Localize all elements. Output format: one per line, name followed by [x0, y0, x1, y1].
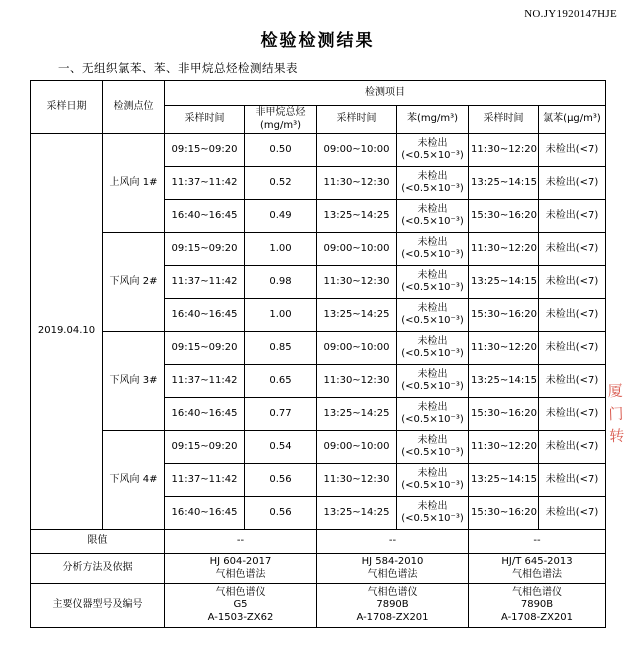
cell-time-1: 16:40~16:45 — [165, 497, 245, 530]
cell-value-1: 0.77 — [245, 398, 317, 431]
cell-value-3: 未检出(<7) — [539, 134, 606, 167]
method-value-2 — [317, 554, 469, 584]
header-sampling-date: 采样日期 — [31, 81, 103, 134]
cell-value-2-line1: 未检出 — [417, 236, 448, 248]
method-value-1-line1: HJ 604-2017 — [209, 556, 272, 567]
limit-row — [31, 530, 606, 554]
header-param-1: 非甲烷总烃(mg/m³) — [245, 106, 317, 134]
cell-value-2 — [397, 134, 469, 167]
cell-value-2-line1: 未检出 — [417, 500, 448, 512]
cell-value-2 — [397, 233, 469, 266]
cell-time-2: 11:30~12:30 — [317, 266, 397, 299]
cell-value-2-line2: (<0.5×10⁻³) — [401, 216, 464, 227]
cell-time-2: 09:00~10:00 — [317, 134, 397, 167]
limit-label: 限值 — [31, 530, 165, 554]
stamp-char-1: 厦 — [607, 381, 624, 401]
cell-value-3: 未检出(<7) — [539, 365, 606, 398]
cell-time-2: 13:25~14:25 — [317, 398, 397, 431]
cell-time-3: 13:25~14:15 — [469, 167, 539, 200]
cell-value-2 — [397, 266, 469, 299]
cell-time-3: 13:25~14:15 — [469, 464, 539, 497]
cell-value-2-line1: 未检出 — [417, 269, 448, 281]
cell-time-3: 15:30~16:20 — [469, 497, 539, 530]
cell-value-2-line2: (<0.5×10⁻³) — [401, 414, 464, 425]
results-table — [30, 80, 606, 628]
cell-value-2 — [397, 398, 469, 431]
table-header-row-1 — [31, 81, 606, 106]
method-value-3 — [469, 554, 606, 584]
cell-value-3: 未检出(<7) — [539, 497, 606, 530]
instrument-value-3-line2: 7890B — [520, 599, 554, 611]
header-time-3: 采样时间 — [469, 106, 539, 134]
cell-value-1: 0.98 — [245, 266, 317, 299]
cell-time-2: 11:30~12:30 — [317, 365, 397, 398]
cell-value-2-line1: 未检出 — [417, 335, 448, 347]
limit-value-2: -- — [317, 530, 469, 554]
cell-time-1: 09:15~09:20 — [165, 431, 245, 464]
cell-value-2-line2: (<0.5×10⁻³) — [401, 447, 464, 458]
method-value-3-line1: HJ/T 645-2013 — [501, 556, 573, 567]
cell-time-2: 13:25~14:25 — [317, 497, 397, 530]
instrument-value-1-line2: G5 — [233, 599, 248, 611]
cell-time-1: 11:37~11:42 — [165, 365, 245, 398]
document-number: NO.JY1920147HJE — [524, 8, 617, 20]
instrument-value-2-line2: 7890B — [376, 599, 409, 611]
instrument-value-1-line1: 气相色谱仪 — [215, 586, 266, 598]
cell-value-1: 0.52 — [245, 167, 317, 200]
cell-value-2-line1: 未检出 — [417, 401, 448, 413]
cell-value-2-line2: (<0.5×10⁻³) — [401, 315, 464, 326]
cell-value-3: 未检出(<7) — [539, 266, 606, 299]
cell-value-2-line1: 未检出 — [417, 368, 448, 380]
cell-value-3: 未检出(<7) — [539, 464, 606, 497]
method-value-2-line2: 气相色谱法 — [367, 568, 418, 580]
cell-time-3: 15:30~16:20 — [469, 398, 539, 431]
cell-value-2-line2: (<0.5×10⁻³) — [401, 249, 464, 260]
cell-value-2 — [397, 332, 469, 365]
header-monitor-point: 检测点位 — [103, 81, 165, 134]
cell-value-3: 未检出(<7) — [539, 200, 606, 233]
cell-time-1: 16:40~16:45 — [165, 200, 245, 233]
cell-value-2-line1: 未检出 — [417, 302, 448, 314]
header-items-group: 检测项目 — [165, 81, 606, 106]
cell-value-1: 0.85 — [245, 332, 317, 365]
cell-value-2-line1: 未检出 — [417, 203, 448, 215]
cell-time-2: 13:25~14:25 — [317, 200, 397, 233]
cell-time-3: 13:25~14:15 — [469, 266, 539, 299]
instrument-value-1-line3: A-1503-ZX62 — [207, 611, 274, 623]
cell-value-3: 未检出(<7) — [539, 299, 606, 332]
cell-monitor-point: 上风向 1# — [103, 134, 165, 233]
cell-value-2-line2: (<0.5×10⁻³) — [401, 282, 464, 293]
instrument-value-3-line1: 气相色谱仪 — [512, 586, 562, 598]
cell-value-2-line2: (<0.5×10⁻³) — [401, 513, 464, 524]
cell-time-3: 11:30~12:20 — [469, 134, 539, 167]
instrument-value-1 — [165, 584, 317, 628]
cell-value-2 — [397, 431, 469, 464]
header-param-3: 氯苯(μg/m³) — [539, 106, 606, 134]
header-time-2: 采样时间 — [317, 106, 397, 134]
cell-value-1: 1.00 — [245, 299, 317, 332]
method-row — [31, 554, 606, 584]
cell-time-1: 16:40~16:45 — [165, 299, 245, 332]
cell-value-1: 0.65 — [245, 365, 317, 398]
instrument-value-2-line1: 气相色谱仪 — [367, 586, 418, 598]
cell-time-3: 11:30~12:20 — [469, 233, 539, 266]
limit-value-3: -- — [469, 530, 606, 554]
cell-value-2-line1: 未检出 — [417, 170, 448, 182]
cell-time-2: 09:00~10:00 — [317, 233, 397, 266]
cell-value-1: 0.56 — [245, 497, 317, 530]
table-row — [31, 134, 606, 167]
page-title: 检验检测结果 — [260, 31, 375, 51]
instrument-label: 主要仪器型号及编号 — [31, 584, 165, 628]
stamp-char-2: 门 — [608, 404, 624, 423]
cell-time-1: 09:15~09:20 — [165, 233, 245, 266]
stamp-char-3: 转 — [608, 426, 625, 446]
cell-value-1: 0.50 — [245, 134, 317, 167]
instrument-value-2 — [317, 584, 469, 628]
cell-time-3: 15:30~16:20 — [469, 299, 539, 332]
header-param-2: 苯(mg/m³) — [397, 106, 469, 134]
cell-monitor-point: 下风向 2# — [103, 233, 165, 332]
cell-time-2: 09:00~10:00 — [317, 332, 397, 365]
cell-value-2-line2: (<0.5×10⁻³) — [401, 480, 464, 491]
cell-time-1: 16:40~16:45 — [165, 398, 245, 431]
cell-value-2 — [397, 464, 469, 497]
cell-time-1: 11:37~11:42 — [165, 167, 245, 200]
cell-time-2: 11:30~12:30 — [317, 167, 397, 200]
method-value-3-line2: 气相色谱法 — [512, 568, 562, 580]
cell-value-2-line2: (<0.5×10⁻³) — [401, 150, 464, 161]
table-row — [31, 431, 606, 464]
cell-value-1: 0.49 — [245, 200, 317, 233]
instrument-value-3 — [469, 584, 606, 628]
table-row — [31, 233, 606, 266]
cell-time-2: 09:00~10:00 — [317, 431, 397, 464]
cell-value-3: 未检出(<7) — [539, 398, 606, 431]
instrument-value-3-line3: A-1708-ZX201 — [500, 611, 574, 623]
instrument-row — [31, 584, 606, 628]
cell-value-3: 未检出(<7) — [539, 233, 606, 266]
cell-time-3: 11:30~12:20 — [469, 332, 539, 365]
cell-value-2-line1: 未检出 — [417, 434, 448, 446]
method-value-1 — [165, 554, 317, 584]
cell-value-2-line2: (<0.5×10⁻³) — [401, 348, 464, 359]
cell-time-1: 11:37~11:42 — [165, 266, 245, 299]
cell-value-2-line2: (<0.5×10⁻³) — [401, 183, 464, 194]
cell-value-2 — [397, 299, 469, 332]
section-subtitle: 一、无组织氯苯、苯、非甲烷总烃检测结果表 — [58, 61, 298, 75]
cell-value-3: 未检出(<7) — [539, 431, 606, 464]
limit-value-1: -- — [165, 530, 317, 554]
cell-time-3: 15:30~16:20 — [469, 200, 539, 233]
cell-value-2-line2: (<0.5×10⁻³) — [401, 381, 464, 392]
cell-monitor-point: 下风向 4# — [103, 431, 165, 530]
cell-value-2 — [397, 200, 469, 233]
cell-value-2-line1: 未检出 — [417, 137, 448, 149]
cell-time-1: 09:15~09:20 — [165, 134, 245, 167]
cell-value-2-line1: 未检出 — [417, 467, 448, 479]
method-value-2-line1: HJ 584-2010 — [361, 556, 424, 567]
header-time-1: 采样时间 — [165, 106, 245, 134]
cell-value-1: 0.56 — [245, 464, 317, 497]
instrument-value-2-line3: A-1708-ZX201 — [356, 611, 429, 623]
cell-value-2 — [397, 365, 469, 398]
cell-time-2: 13:25~14:25 — [317, 299, 397, 332]
cell-time-3: 11:30~12:20 — [469, 431, 539, 464]
cell-time-2: 11:30~12:30 — [317, 464, 397, 497]
cell-value-2 — [397, 167, 469, 200]
method-label: 分析方法及依据 — [31, 554, 165, 584]
cell-value-1: 0.54 — [245, 431, 317, 464]
cell-value-1: 1.00 — [245, 233, 317, 266]
cell-value-2 — [397, 497, 469, 530]
table-row — [31, 332, 606, 365]
cell-sampling-date: 2019.04.10 — [31, 134, 103, 530]
method-value-1-line2: 气相色谱法 — [215, 568, 266, 580]
cell-value-3: 未检出(<7) — [539, 332, 606, 365]
cell-time-1: 09:15~09:20 — [165, 332, 245, 365]
red-stamp-mark — [602, 380, 630, 448]
cell-time-1: 11:37~11:42 — [165, 464, 245, 497]
cell-value-3: 未检出(<7) — [539, 167, 606, 200]
cell-time-3: 13:25~14:15 — [469, 365, 539, 398]
cell-monitor-point: 下风向 3# — [103, 332, 165, 431]
